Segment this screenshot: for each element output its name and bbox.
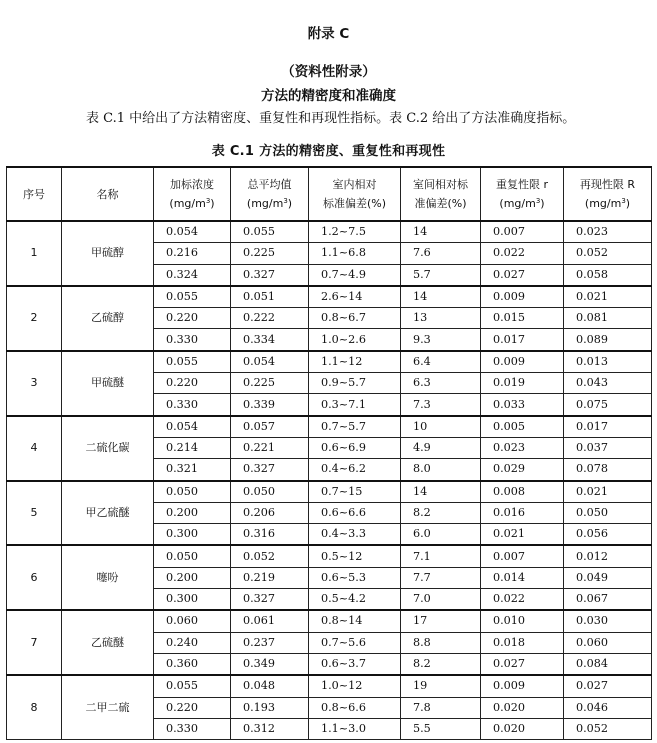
cell-added-concentration: 0.216 bbox=[154, 243, 231, 264]
cell-repeatability-limit: 0.010 bbox=[481, 610, 564, 632]
cell-compound-name: 甲硫醚 bbox=[62, 351, 154, 416]
cell-overall-mean: 0.048 bbox=[231, 675, 309, 697]
cell-reproducibility-limit: 0.049 bbox=[564, 567, 652, 588]
cell-seq: 1 bbox=[7, 221, 62, 286]
cell-repeatability-limit: 0.027 bbox=[481, 264, 564, 286]
cell-added-concentration: 0.321 bbox=[154, 459, 231, 481]
cell-overall-mean: 0.327 bbox=[231, 459, 309, 481]
cell-added-concentration: 0.330 bbox=[154, 718, 231, 739]
cell-intra-lab-rsd: 1.1~3.0 bbox=[309, 718, 401, 739]
cell-reproducibility-limit: 0.078 bbox=[564, 459, 652, 481]
cell-overall-mean: 0.052 bbox=[231, 545, 309, 567]
cell-inter-lab-rsd: 5.7 bbox=[401, 264, 481, 286]
cell-inter-lab-rsd: 7.1 bbox=[401, 545, 481, 567]
cell-inter-lab-rsd: 6.3 bbox=[401, 373, 481, 394]
cell-added-concentration: 0.220 bbox=[154, 697, 231, 718]
cell-overall-mean: 0.222 bbox=[231, 308, 309, 329]
header-added-concentration: 加标浓度 $(mg/m^3)$ bbox=[154, 167, 231, 221]
cell-compound-name: 乙硫醇 bbox=[62, 286, 154, 351]
cell-reproducibility-limit: 0.089 bbox=[564, 329, 652, 351]
cell-inter-lab-rsd: 5.5 bbox=[401, 718, 481, 739]
cell-repeatability-limit: 0.022 bbox=[481, 243, 564, 264]
section-title: 方法的精密度和准确度 bbox=[261, 88, 396, 104]
cell-seq: 3 bbox=[7, 351, 62, 416]
cell-inter-lab-rsd: 7.7 bbox=[401, 567, 481, 588]
table-row bbox=[7, 545, 652, 567]
cell-reproducibility-limit: 0.043 bbox=[564, 373, 652, 394]
cell-reproducibility-limit: 0.021 bbox=[564, 481, 652, 503]
table-row bbox=[7, 610, 652, 632]
cell-intra-lab-rsd: 0.9~5.7 bbox=[309, 373, 401, 394]
cell-added-concentration: 0.214 bbox=[154, 437, 231, 458]
cell-overall-mean: 0.327 bbox=[231, 589, 309, 611]
cell-added-concentration: 0.060 bbox=[154, 610, 231, 632]
table-title: 表 C.1 方法的精密度、重复性和再现性 bbox=[211, 144, 446, 159]
table-row bbox=[7, 221, 652, 243]
cell-inter-lab-rsd: 17 bbox=[401, 610, 481, 632]
cell-overall-mean: 0.050 bbox=[231, 481, 309, 503]
table-row bbox=[7, 675, 652, 697]
cell-overall-mean: 0.193 bbox=[231, 697, 309, 718]
cell-intra-lab-rsd: 1.2~7.5 bbox=[309, 221, 401, 243]
cell-repeatability-limit: 0.019 bbox=[481, 373, 564, 394]
cell-compound-name: 甲乙硫醚 bbox=[62, 481, 154, 546]
cell-repeatability-limit: 0.016 bbox=[481, 502, 564, 523]
cell-intra-lab-rsd: 0.4~6.2 bbox=[309, 459, 401, 481]
cell-repeatability-limit: 0.018 bbox=[481, 632, 564, 653]
cell-added-concentration: 0.055 bbox=[154, 351, 231, 373]
cell-compound-name: 二甲二硫 bbox=[62, 675, 154, 739]
cell-reproducibility-limit: 0.058 bbox=[564, 264, 652, 286]
table-row bbox=[7, 351, 652, 373]
table-row bbox=[7, 416, 652, 438]
cell-overall-mean: 0.312 bbox=[231, 718, 309, 739]
cell-overall-mean: 0.334 bbox=[231, 329, 309, 351]
cell-overall-mean: 0.206 bbox=[231, 502, 309, 523]
cell-added-concentration: 0.200 bbox=[154, 567, 231, 588]
cell-intra-lab-rsd: 1.0~12 bbox=[309, 675, 401, 697]
cell-reproducibility-limit: 0.075 bbox=[564, 394, 652, 416]
cell-reproducibility-limit: 0.017 bbox=[564, 416, 652, 438]
cell-overall-mean: 0.349 bbox=[231, 653, 309, 675]
cell-repeatability-limit: 0.029 bbox=[481, 459, 564, 481]
cell-overall-mean: 0.237 bbox=[231, 632, 309, 653]
cell-overall-mean: 0.327 bbox=[231, 264, 309, 286]
cell-inter-lab-rsd: 8.8 bbox=[401, 632, 481, 653]
header-reproducibility-limit: 再现性限 R $(mg/m^3)$ bbox=[564, 167, 652, 221]
cell-repeatability-limit: 0.014 bbox=[481, 567, 564, 588]
appendix-note: （资料性附录） bbox=[281, 64, 376, 80]
cell-repeatability-limit: 0.008 bbox=[481, 481, 564, 503]
cell-inter-lab-rsd: 7.0 bbox=[401, 589, 481, 611]
cell-intra-lab-rsd: 0.3~7.1 bbox=[309, 394, 401, 416]
cell-overall-mean: 0.051 bbox=[231, 286, 309, 308]
cell-reproducibility-limit: 0.052 bbox=[564, 718, 652, 739]
cell-repeatability-limit: 0.015 bbox=[481, 308, 564, 329]
cell-inter-lab-rsd: 13 bbox=[401, 308, 481, 329]
cell-seq: 2 bbox=[7, 286, 62, 351]
cell-inter-lab-rsd: 19 bbox=[401, 675, 481, 697]
cell-intra-lab-rsd: 0.7~5.7 bbox=[309, 416, 401, 438]
cell-overall-mean: 0.219 bbox=[231, 567, 309, 588]
cell-added-concentration: 0.055 bbox=[154, 675, 231, 697]
cell-repeatability-limit: 0.020 bbox=[481, 697, 564, 718]
cell-seq: 4 bbox=[7, 416, 62, 481]
cell-repeatability-limit: 0.009 bbox=[481, 286, 564, 308]
cell-intra-lab-rsd: 0.6~6.6 bbox=[309, 502, 401, 523]
cell-overall-mean: 0.055 bbox=[231, 221, 309, 243]
cell-inter-lab-rsd: 6.4 bbox=[401, 351, 481, 373]
precision-table bbox=[6, 166, 652, 740]
cell-reproducibility-limit: 0.027 bbox=[564, 675, 652, 697]
cell-intra-lab-rsd: 0.7~5.6 bbox=[309, 632, 401, 653]
header-name: 名称 bbox=[62, 167, 154, 221]
cell-inter-lab-rsd: 7.6 bbox=[401, 243, 481, 264]
cell-repeatability-limit: 0.009 bbox=[481, 675, 564, 697]
cell-reproducibility-limit: 0.037 bbox=[564, 437, 652, 458]
cell-seq: 8 bbox=[7, 675, 62, 739]
cell-intra-lab-rsd: 2.6~14 bbox=[309, 286, 401, 308]
cell-inter-lab-rsd: 14 bbox=[401, 481, 481, 503]
cell-intra-lab-rsd: 0.8~6.6 bbox=[309, 697, 401, 718]
cell-reproducibility-limit: 0.030 bbox=[564, 610, 652, 632]
cell-added-concentration: 0.050 bbox=[154, 545, 231, 567]
header-intra-lab-rsd: 室内相对 标准偏差(%) bbox=[309, 167, 401, 221]
cell-compound-name: 甲硫醇 bbox=[62, 221, 154, 286]
cell-overall-mean: 0.057 bbox=[231, 416, 309, 438]
cell-added-concentration: 0.330 bbox=[154, 329, 231, 351]
cell-intra-lab-rsd: 0.5~12 bbox=[309, 545, 401, 567]
cell-intra-lab-rsd: 0.6~6.9 bbox=[309, 437, 401, 458]
cell-intra-lab-rsd: 0.6~3.7 bbox=[309, 653, 401, 675]
cell-added-concentration: 0.200 bbox=[154, 502, 231, 523]
appendix-title: 附录 C bbox=[307, 26, 350, 42]
cell-added-concentration: 0.300 bbox=[154, 524, 231, 546]
cell-overall-mean: 0.221 bbox=[231, 437, 309, 458]
cell-repeatability-limit: 0.021 bbox=[481, 524, 564, 546]
cell-intra-lab-rsd: 1.1~6.8 bbox=[309, 243, 401, 264]
cell-inter-lab-rsd: 8.2 bbox=[401, 502, 481, 523]
table-body bbox=[7, 221, 652, 740]
cell-repeatability-limit: 0.007 bbox=[481, 545, 564, 567]
header-repeatability-limit: 重复性限 r $(mg/m^3)$ bbox=[481, 167, 564, 221]
cell-intra-lab-rsd: 0.6~5.3 bbox=[309, 567, 401, 588]
cell-overall-mean: 0.054 bbox=[231, 351, 309, 373]
cell-inter-lab-rsd: 9.3 bbox=[401, 329, 481, 351]
cell-repeatability-limit: 0.005 bbox=[481, 416, 564, 438]
cell-repeatability-limit: 0.023 bbox=[481, 437, 564, 458]
cell-intra-lab-rsd: 0.8~14 bbox=[309, 610, 401, 632]
cell-inter-lab-rsd: 14 bbox=[401, 286, 481, 308]
cell-intra-lab-rsd: 0.8~6.7 bbox=[309, 308, 401, 329]
cell-repeatability-limit: 0.027 bbox=[481, 653, 564, 675]
cell-reproducibility-limit: 0.084 bbox=[564, 653, 652, 675]
cell-seq: 5 bbox=[7, 481, 62, 546]
header-inter-lab-rsd: 室间相对标 准偏差(%) bbox=[401, 167, 481, 221]
cell-inter-lab-rsd: 8.0 bbox=[401, 459, 481, 481]
cell-reproducibility-limit: 0.052 bbox=[564, 243, 652, 264]
cell-compound-name: 噻吩 bbox=[62, 545, 154, 610]
cell-repeatability-limit: 0.007 bbox=[481, 221, 564, 243]
cell-reproducibility-limit: 0.046 bbox=[564, 697, 652, 718]
cell-seq: 7 bbox=[7, 610, 62, 675]
cell-reproducibility-limit: 0.013 bbox=[564, 351, 652, 373]
cell-added-concentration: 0.050 bbox=[154, 481, 231, 503]
cell-added-concentration: 0.360 bbox=[154, 653, 231, 675]
cell-inter-lab-rsd: 6.0 bbox=[401, 524, 481, 546]
cell-reproducibility-limit: 0.012 bbox=[564, 545, 652, 567]
cell-added-concentration: 0.300 bbox=[154, 589, 231, 611]
cell-reproducibility-limit: 0.056 bbox=[564, 524, 652, 546]
cell-repeatability-limit: 0.017 bbox=[481, 329, 564, 351]
cell-inter-lab-rsd: 4.9 bbox=[401, 437, 481, 458]
cell-inter-lab-rsd: 7.3 bbox=[401, 394, 481, 416]
cell-reproducibility-limit: 0.081 bbox=[564, 308, 652, 329]
cell-intra-lab-rsd: 0.5~4.2 bbox=[309, 589, 401, 611]
cell-added-concentration: 0.054 bbox=[154, 221, 231, 243]
cell-added-concentration: 0.240 bbox=[154, 632, 231, 653]
cell-reproducibility-limit: 0.060 bbox=[564, 632, 652, 653]
cell-intra-lab-rsd: 1.1~12 bbox=[309, 351, 401, 373]
table-header-row bbox=[7, 167, 652, 221]
cell-intra-lab-rsd: 0.4~3.3 bbox=[309, 524, 401, 546]
cell-reproducibility-limit: 0.021 bbox=[564, 286, 652, 308]
cell-overall-mean: 0.339 bbox=[231, 394, 309, 416]
cell-repeatability-limit: 0.033 bbox=[481, 394, 564, 416]
cell-inter-lab-rsd: 8.2 bbox=[401, 653, 481, 675]
cell-intra-lab-rsd: 0.7~15 bbox=[309, 481, 401, 503]
cell-repeatability-limit: 0.022 bbox=[481, 589, 564, 611]
intro-paragraph: 表 C.1 中给出了方法精密度、重复性和再现性指标。表 C.2 给出了方法准确度指标。 bbox=[86, 111, 576, 126]
cell-inter-lab-rsd: 10 bbox=[401, 416, 481, 438]
cell-overall-mean: 0.061 bbox=[231, 610, 309, 632]
table-row bbox=[7, 481, 652, 503]
table-row bbox=[7, 286, 652, 308]
cell-added-concentration: 0.055 bbox=[154, 286, 231, 308]
cell-overall-mean: 0.316 bbox=[231, 524, 309, 546]
cell-seq: 6 bbox=[7, 545, 62, 610]
cell-overall-mean: 0.225 bbox=[231, 243, 309, 264]
cell-repeatability-limit: 0.009 bbox=[481, 351, 564, 373]
cell-reproducibility-limit: 0.050 bbox=[564, 502, 652, 523]
cell-inter-lab-rsd: 7.8 bbox=[401, 697, 481, 718]
cell-intra-lab-rsd: 0.7~4.9 bbox=[309, 264, 401, 286]
cell-inter-lab-rsd: 14 bbox=[401, 221, 481, 243]
cell-intra-lab-rsd: 1.0~2.6 bbox=[309, 329, 401, 351]
cell-added-concentration: 0.054 bbox=[154, 416, 231, 438]
cell-repeatability-limit: 0.020 bbox=[481, 718, 564, 739]
cell-added-concentration: 0.330 bbox=[154, 394, 231, 416]
header-seq: 序号 bbox=[7, 167, 62, 221]
cell-compound-name: 二硫化碳 bbox=[62, 416, 154, 481]
cell-compound-name: 乙硫醚 bbox=[62, 610, 154, 675]
cell-overall-mean: 0.225 bbox=[231, 373, 309, 394]
cell-added-concentration: 0.220 bbox=[154, 373, 231, 394]
cell-added-concentration: 0.324 bbox=[154, 264, 231, 286]
cell-added-concentration: 0.220 bbox=[154, 308, 231, 329]
header-overall-mean: 总平均值 $(mg/m^3)$ bbox=[231, 167, 309, 221]
cell-reproducibility-limit: 0.067 bbox=[564, 589, 652, 611]
cell-reproducibility-limit: 0.023 bbox=[564, 221, 652, 243]
